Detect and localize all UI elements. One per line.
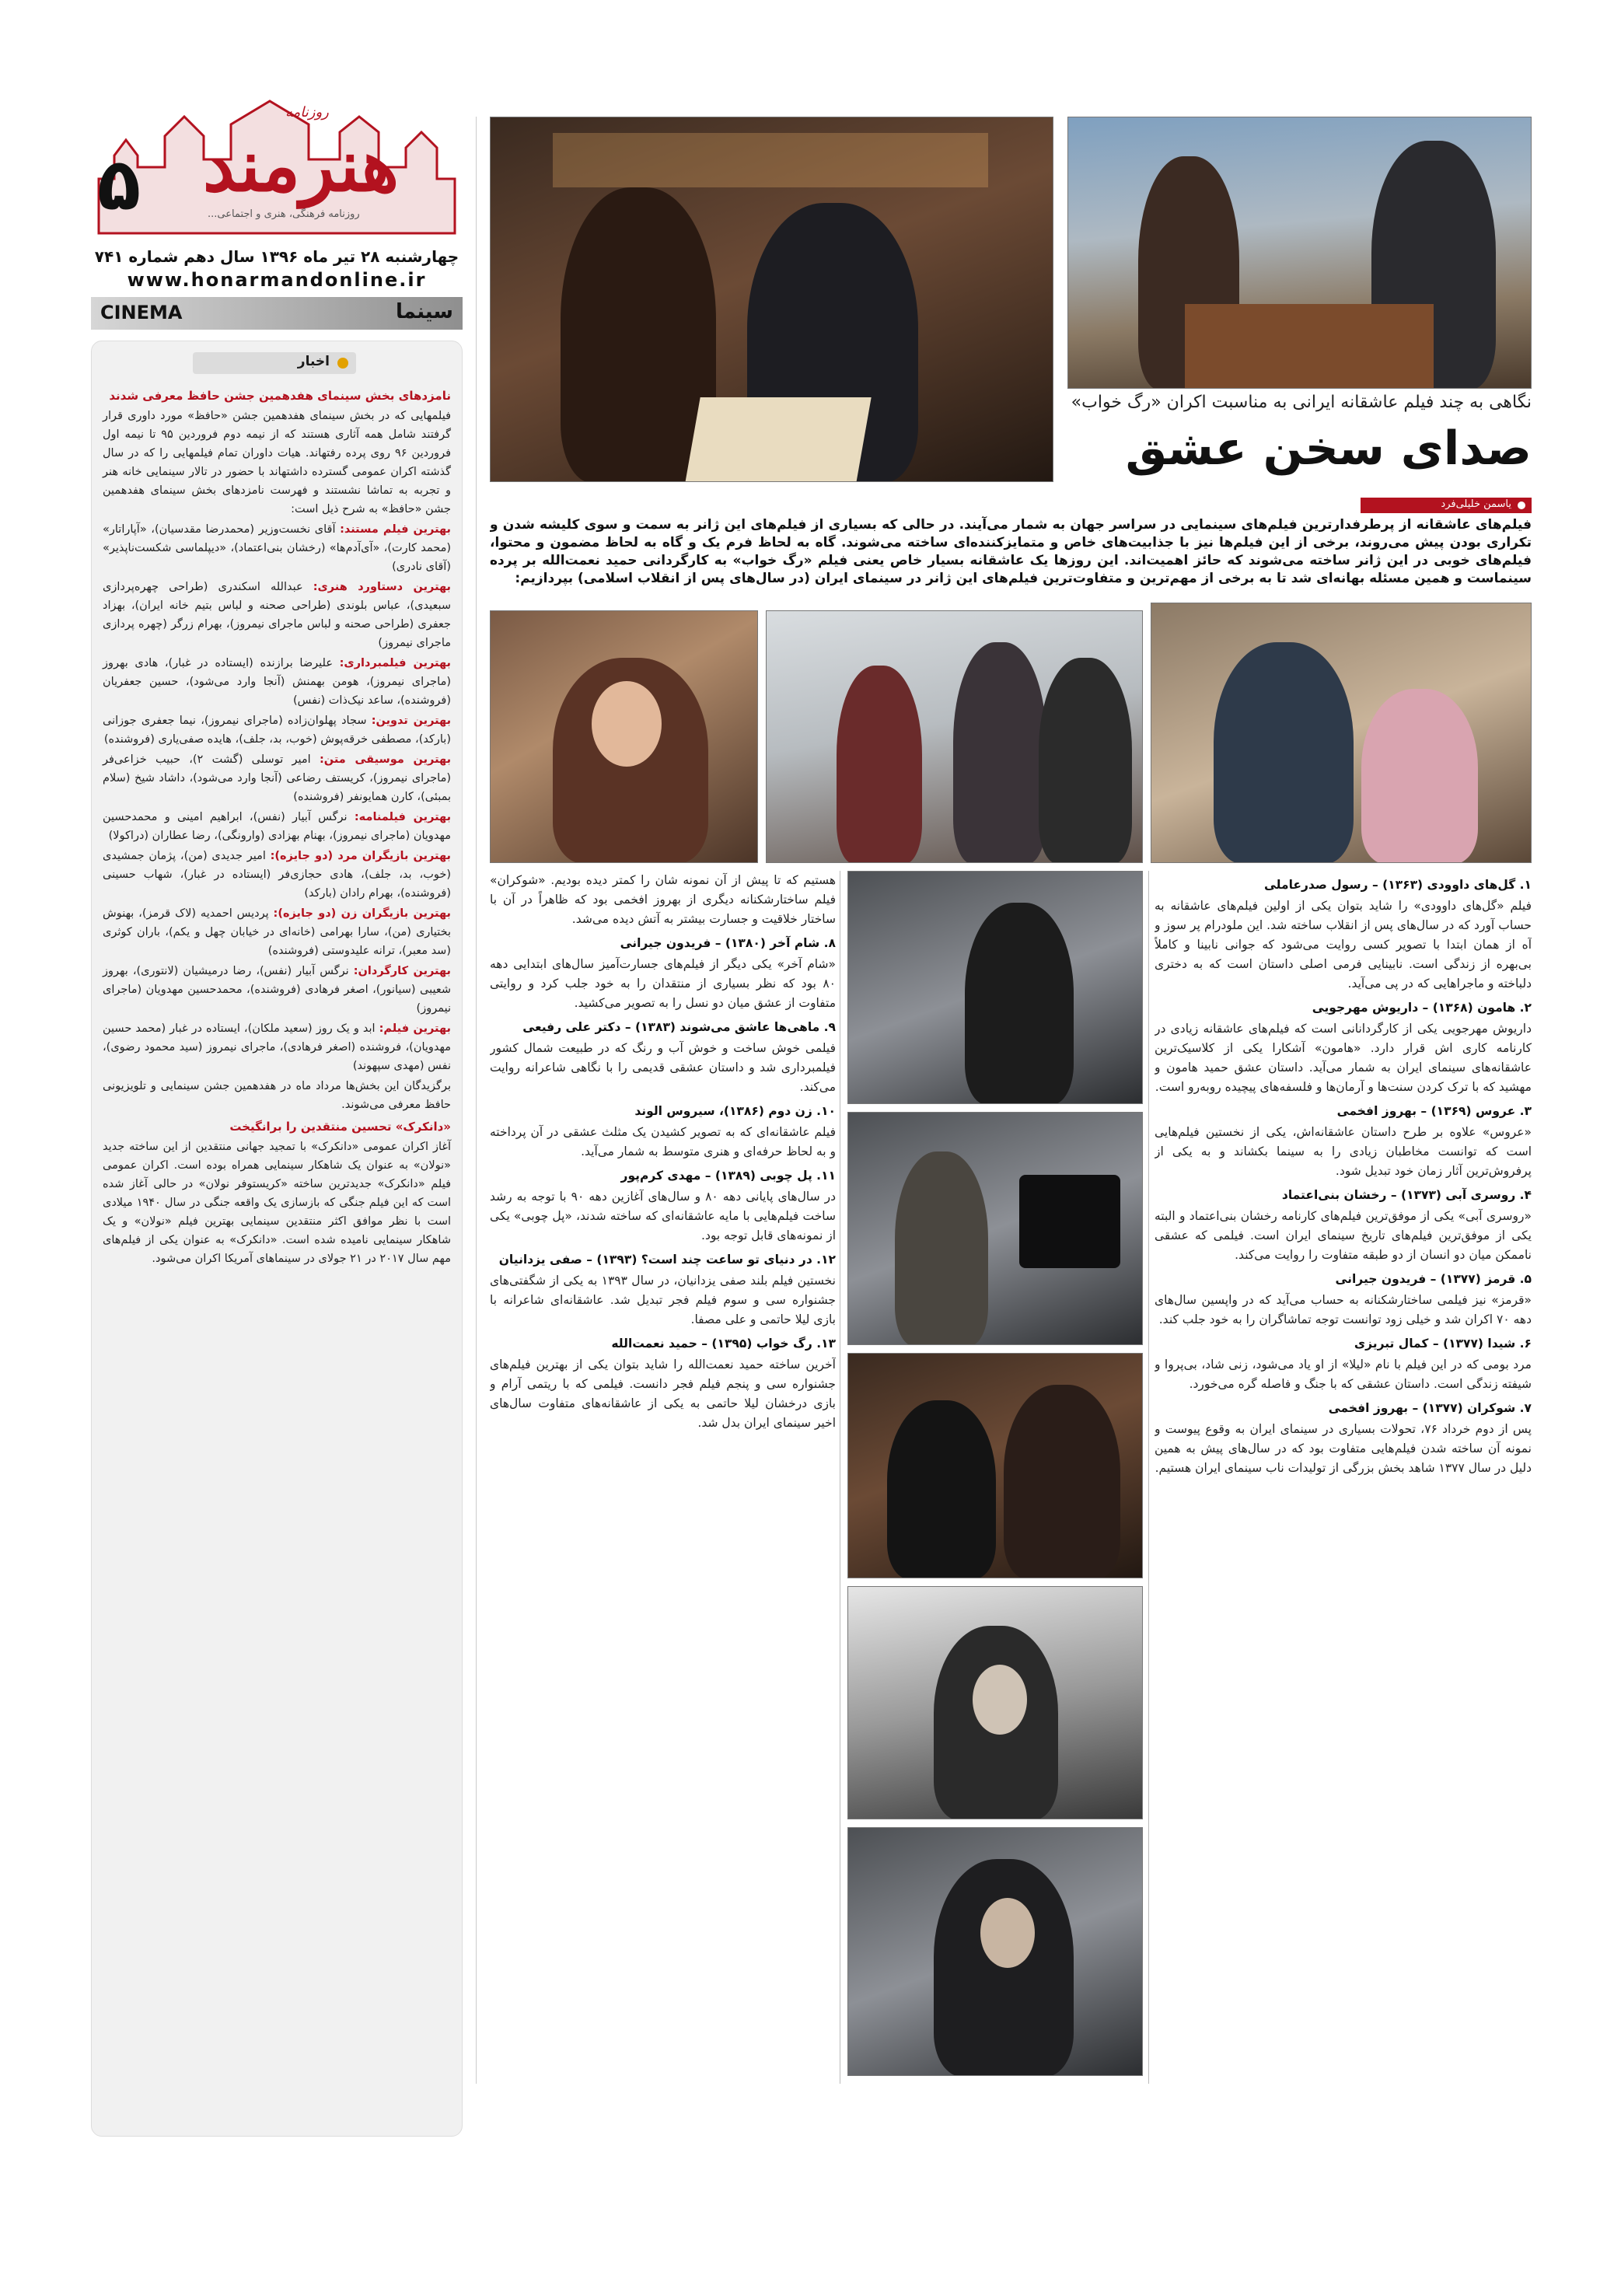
film-heading: ۸. شام آخر (۱۳۸۰) – فریدون جیرانی xyxy=(620,936,836,950)
film-text: «روسری آبی» یکی از موفق‌ترین فیلم‌های کارنامه رخشان بنی‌اعتماد و البته یکی از موفق‌ترین فیلم‌های تاریخ سینمای ایران است. فیلمی که عشقی ناممکن میان دو انسان از دو طبقه متفاوت را روایت می‌کند. xyxy=(1155,1209,1532,1262)
sidebar-divider xyxy=(476,117,477,2084)
film-heading: ۲. هامون (۱۳۶۸) – داریوش مهرجویی xyxy=(1312,1001,1532,1015)
news1-title: نامزدهای بخش سینمای هفدهمین جشن حافظ معرفی شدند xyxy=(109,389,451,403)
byline-dot-icon xyxy=(1518,501,1525,509)
photo-woman-portrait xyxy=(847,1827,1143,2076)
film-heading: ۷. شوکران (۱۳۷۷) – بهروز افخمی xyxy=(1328,1401,1532,1415)
news1-cat: بهترین فیلمنامه: نرگس آبیار (نفس)، ابراهیم امینی و محمدحسین مهدویان (ماجرای نیمروز)، بهنام بهزادی (وارونگی)، رضا عطاران (دراکولا) xyxy=(103,811,452,842)
film-text: مرد بومی که در این فیلم با نام «لیلا» از او یاد می‌شود، زنی شاد، بی‌پروا و شیفته زندگی است. داستان عشقی که با جنگ و فاصله گره می‌خورد. xyxy=(1155,1358,1532,1391)
photo-actress-portrait xyxy=(490,610,758,863)
film-heading: ۱۰. زن دوم (۱۳۸۶)، سیروس الوند xyxy=(634,1104,836,1118)
film-text: هستیم که تا پیش از آن نمونه شان را کمتر دیده بودیم. «شوکران» فیلم ساختارشکنانه دیگری از بهروز افخمی بود که ظاهراً در آن با ساختار خلاقیت و جسارت بیشتر به آتش دیده می‌شد. xyxy=(490,873,836,926)
film-heading: ۱۳. رگ خواب (۱۳۹۵) – حمید نعمت‌الله xyxy=(611,1337,836,1351)
film-heading: ۱۱. پل چوبی (۱۳۸۹) – مهدی کرم‌پور xyxy=(620,1169,836,1183)
film-heading: ۳. عروس (۱۳۶۹) – بهروز افخمی xyxy=(1336,1104,1532,1118)
film-text: نخستین فیلم بلند صفی یزدانیان، در سال ۱۳۹۳ به یکی از شگفتی‌های جشنواره سی و سوم فیلم فجر تبدیل شد. عاشقانه‌ای شاعرانه با بازی لیلا حاتمی و علی مصفا. xyxy=(490,1274,836,1326)
issue-line: چهارشنبه ۲۸ تیر ماه ۱۳۹۶ سال دهم شماره ۷۴۱ xyxy=(94,247,459,266)
news2-title: «دانکرک» تحسین منتقدین را برانگیخت xyxy=(229,1120,451,1134)
article-kicker: نگاهی به چند فیلم عاشقانه ایرانی به مناسبت اکران «رگ خواب» xyxy=(1071,393,1532,412)
film-text: داریوش مهرجویی یکی از کارگردانانی است که فیلم‌های عاشقانه زیادی در کارنامه کاری اش قرار دارد. «هامون» آشکارا یکی از کلاسیک‌ترین عاشقانه‌های سینمای ایران به شمار می‌آید. داستان عشق حمید هامون و مهشید که با ترک کردن سنت‌ها و آرمان‌ها و فلسفه‌های پیچیده روبه‌رو است. xyxy=(1155,1022,1532,1094)
news1-cat: بهترین بازیگران مرد (دو جایزه): امیر جدیدی (من)، پژمان جمشیدی (خوب، بد، جلف)، هادی حجازی‌فر (ایستاده در غبار)، شهاب حسینی (فروشنده)، بهرام رادان (بارکد) xyxy=(103,850,451,900)
news1-cat: بهترین فیلم: ابد و یک روز (سعید ملکان)، ایستاده در غبار (محمد حسین مهدویان)، فروشنده (اصغر فرهادی)، ماجرای نیمروز (سید محمود رضوی)، نفس (مهدی سپهوند) xyxy=(103,1022,451,1072)
news1-intro: فیلمهایی که در بخش سینمای هفدهمین جشن «حافظ» مورد داوری قرار گرفتند شامل همه آثاری هستند که از نیمه دوم فروردین ۹۵ تا نیمه اول فروردین ۹۶ روی پرده رفتهاند. هیات داوران تمام فیلمهایی را که در سال گذشته اکران عمومی گسترده داشتهاند با حضور در تالار سینمایی خانه هنر و تجربه به تماشا نشستند و فهرست نامزدهای بخش سینمای هفدهمین جشن «حافظ» به شرح ذیل است: xyxy=(103,410,451,515)
website[interactable]: www.honarmandonline.ir xyxy=(127,269,427,291)
masthead xyxy=(91,93,463,249)
film-heading: ۹. ماهی‌ها عاشق می‌شوند (۱۳۸۳) – دکتر علی رفیعی xyxy=(522,1020,836,1034)
news2-text: آغاز اکران عمومی «دانکرک» با تمجید جهانی منتقدین از این ساخته جدید «نولان» به عنوان یک شاهکار سینمایی همراه بوده است. اکران عمومی فیلم «دانکرک» جدیدترین ساخته «کریستوفر نولان» در حالی آغاز شده است که این فیلم جنگی که بازسازی یک واقعه جنگی در سال ۱۹۴۰ میلادی است با نظر موافق اکثر منتقدین سینمایی بهترین فیلم «نولان» و یک شاهکار سینمایی نامیده شده است. «دانکرک» به عنوان یکی از فیلم‌های مهم سال ۲۰۱۷ در ۲۱ جولای در سینماهای آمریکا اکران می‌شود. xyxy=(103,1141,451,1265)
article-lead: فیلم‌های عاشقانه از پرطرفدارترین فیلم‌های سینمایی در سراسر جهان به شمار می‌آیند. در حالی که بسیاری از فیلم‌های این ژانر به سمت و سوی کلیشه شدن و تکراری بودن پیش می‌روند، برخی از این فیلم‌ها نیز با جذابیت‌های خاص و متمایزکننده‌ای ساخته می‌شوند. گاه به لحاظ فرم یک و گاه به لحاظ مضمون و محتوا، فیلم‌های خوبی در این ژانر ساخته می‌شوند که حائز اهمیت‌اند. این روزها یک عاشقانه بسیار خاص یعنی فیلم «رگ خواب» به کارگردانی حمید نعمت‌الله بر پرده سینماست و همین مسئله بهانه‌ای شد تا به برخی از مهم‌ترین و متفاوت‌ترین فیلم‌های این ژانر در سینمای ایران (در سال‌های پس از انقلاب اسلامی) بپردازیم: xyxy=(490,517,1532,586)
news-heading-bar xyxy=(193,352,356,374)
masthead-tagline: ...روزنامه فرهنگی، هنری و اجتماعی xyxy=(208,208,360,220)
byline: یاسمن خلیلی‌فرد xyxy=(1441,498,1511,510)
news1-cat: بهترین کارگردان: نرگس آبیار (نفس)، رضا درمیشیان (لانتوری)، بهروز شعیبی (سیانور)، اصغر فرهادی (فروشنده)، محمدحسین مهدویان (ماجرای نیمروز) xyxy=(103,965,451,1015)
news1-cat: بهترین تدوین: سجاد پهلوان‌زاده (ماجرای نیمروز)، نیما جعفری جوزانی (بارکد)، مصطفی خرقه‌پوش (خوب، بد، جلف)، هایده صفی‌یاری (فروشنده) xyxy=(103,715,452,746)
news-content xyxy=(103,386,451,1268)
section-fa: سینما xyxy=(396,300,453,323)
article-column-right xyxy=(1155,871,1532,2084)
masthead-small-label: روزنامه xyxy=(285,104,329,121)
film-heading: ۱. گل‌های داوودی (۱۳۶۳) – رسول صدرعاملی xyxy=(1263,878,1532,892)
photo-outdoor-picnic xyxy=(766,610,1143,863)
film-heading: ۱۲. در دنیای تو ساعت چند است؟ (۱۳۹۳) – صفی یزدانیان xyxy=(498,1253,836,1267)
film-text: آخرین ساخته حمید نعمت‌الله را شاید بتوان یکی از بهترین فیلم‌های جشنواره سی و پنجم فیلم فجر دانست. فیلمی که با ریتمی آرام و بازی درخشان لیلا حاتمی به یکی از عاشقانه‌های متفاوت سال‌های اخیر سینمای ایران بدل شد. xyxy=(490,1358,836,1430)
film-text: پس از دوم خرداد ۷۶، تحولات بسیاری در سینمای ایران به وقوع پیوست و نمونه آن ساخته شدن فیلم‌هایی متفاوت بود که در سال‌های پیش به همین دلیل در سال ۱۳۷۷ شاهد بخش بزرگی از تولیدات ناب سینمای ایران هستیم. xyxy=(1155,1422,1532,1475)
photo-woman-scarf xyxy=(847,1586,1143,1819)
film-text: فیلمی خوش ساخت و خوش آب و رنگ که در طبیعت شمال کشور فیلمبرداری شد و داستان عشقی قدیمی را با نگاهی شاعرانه روایت می‌کند. xyxy=(490,1041,836,1094)
film-heading: ۶. شیدا (۱۳۷۷) – کمال تبریزی xyxy=(1354,1337,1532,1351)
photo-film-still-table xyxy=(1067,117,1532,389)
column-divider xyxy=(1148,871,1149,2084)
photo-studio-scene xyxy=(847,871,1143,1104)
film-heading: ۴. روسری آبی (۱۳۷۳) – رخشان بنی‌اعتماد xyxy=(1281,1188,1532,1202)
film-text: فیلم «گل‌های داوودی» را شاید بتوان یکی از اولین فیلم‌های عاشقانه به حساب آورد که در سال‌های پس از انقلاب ساخته شد. این ملودرام پر سوز و آه از همان ابتدا با تصویر کسی روایت می‌شود که جوانی نابینا و کاملاً بی‌بهره از زندگی است. نابینایی فرمی اصلی داستان است که به دختری دلباخته و ماجراهایی که در پی می‌آید. xyxy=(1155,899,1532,991)
film-text: در سال‌های پایانی دهه ۸۰ و سال‌های آغازین دهه ۹۰ با توجه به رشد ساخت فیلم‌هایی با مایه عاشقانه‌ای که ساخته شدند، «پل چوبی» یکی از نمونه‌های قابل توجه بود. xyxy=(490,1190,836,1242)
masthead-logo-text: هنرمند xyxy=(202,124,400,208)
news1-cat: بهترین موسیقی متن: امیر توسلی (گشت ۲)، حبیب خزاعی‌فر (ماجرای نیمروز)، کریستف رضاعی (آنجا وارد می‌شود)، داشاد شیخ (سلام بمبئی)، کارن همایونفر (فروشنده) xyxy=(103,753,452,803)
news-box xyxy=(91,341,463,2137)
news-heading-dot-icon xyxy=(337,358,348,369)
photo-man-and-child xyxy=(1151,603,1532,863)
film-text: «قرمز» نیز فیلمی ساختارشکنانه به حساب می‌آید که در واپسین سال‌های دهه ۷۰ اکران شد و خیلی زود توانست توجه تماشاگران را به خود جلب کند. xyxy=(1155,1293,1532,1326)
page-number: ۵ xyxy=(97,143,141,226)
news1-cat: بهترین بازیگران زن (دو جایزه): پردیس احمدیه (لاک قرمز)، بهنوش بختیاری (من)، سارا بهرامی (خانه‌ای در خیابان چهل و یکم)، باران کوثری (سد معبر)، ترانه علیدوستی (فروشنده) xyxy=(103,907,451,957)
section-bar xyxy=(91,297,463,330)
section-en: CINEMA xyxy=(100,302,183,323)
article-title: صدای سخن عشق xyxy=(1125,421,1532,476)
article-column-left xyxy=(490,871,836,2084)
byline-bar xyxy=(1361,498,1532,513)
film-text: «شام آخر» یکی دیگر از فیلم‌های جسارت‌آمیز سال‌های ابتدایی دهه ۸۰ بود که نظر بسیاری از منتقدان را به خود جلب کرد و روایتی متفاوت از عشق میان دو نسل را به تصویر می‌کشید. xyxy=(490,957,836,1010)
news1-cat: بهترین دستاورد هنری: عبدالله اسکندری (طراحی چهره‌پردازی سبعیدی)، عباس بلوندی (طراحی صحنه و لباس بتیم خانه ایران)، بهزاد جعفری (طراحی صحنه و لباس ماجرای نیمروز)، بهرام زرگر (چهره پردازی ماجرای نیمروز) xyxy=(103,581,452,649)
news1-outro: برگزیدگان این بخش‌ها مرداد ماه در هفدهمین جشن سینمایی و تلویزیونی حافظ معرفی می‌شوند. xyxy=(103,1080,451,1111)
film-text: «عروس» علاوه بر طرح داستان عاشقانه‌اش، یکی از نخستین فیلم‌هایی است که توانست مخاطبان زیادی را به سینما بکشاند و به یکی از پرفروش‌ترین آثار زمان خود تبدیل شود. xyxy=(1155,1125,1532,1178)
sidebar xyxy=(91,93,463,2115)
photo-film-still-reading xyxy=(490,117,1053,482)
photo-couple-sunglasses xyxy=(847,1353,1143,1578)
news1-cat: بهترین فیلمبرداری: علیرضا برازنده (ایستاده در غبار)، هادی بهروز (ماجرای نیمروز)، هومن بهمنش (آنجا وارد می‌شود)، حسین جعفریان (فروشنده)، ساعد نیک‌ذات (نفس) xyxy=(103,657,451,707)
film-heading: ۵. قرمز (۱۳۷۷) – فریدون جیرانی xyxy=(1335,1272,1532,1286)
news-heading: اخبار xyxy=(297,354,330,369)
news1-cat: بهترین فیلم مستند: آقای نخست‌وزیر (محمدرضا مقدسیان)، «آپاراتار» (محمد کارت)، «آی‌آدم‌ها» (رخشان بنی‌اعتماد)، «دیپلماسی شکست‌ناپذیر» (آقای نادری) xyxy=(103,523,451,573)
film-text: فیلم عاشقانه‌ای که به تصویر کشیدن یک مثلث عشقی در آن پرداخته و به لحاظ حرفه‌ای و هنری متوسط به شمار می‌آید. xyxy=(490,1125,836,1158)
photo-film-set-camera xyxy=(847,1112,1143,1345)
